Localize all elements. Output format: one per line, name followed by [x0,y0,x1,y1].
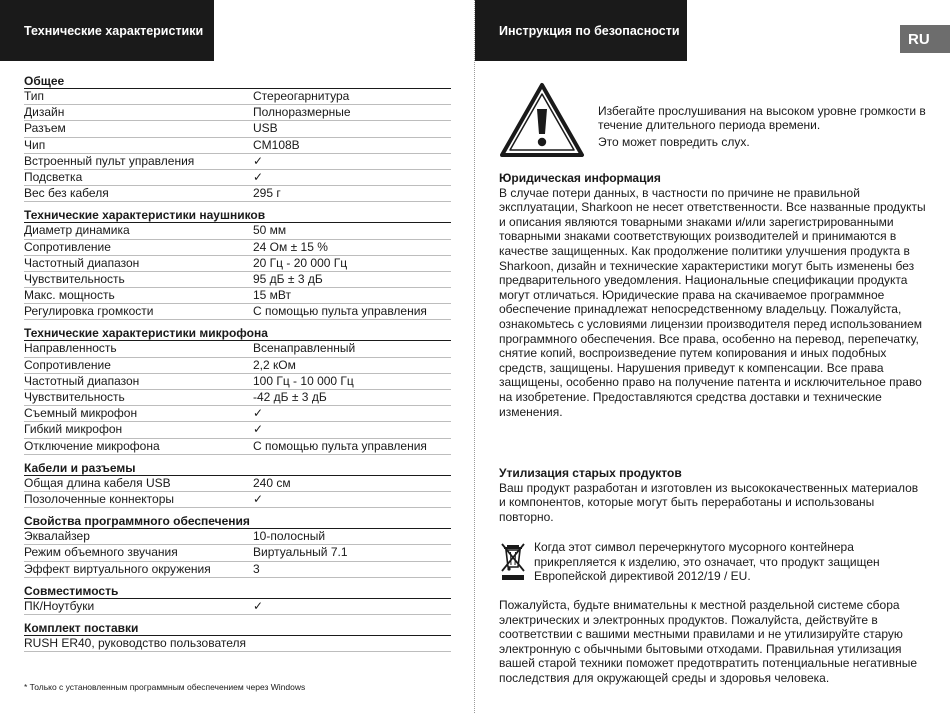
spec-row [24,390,451,406]
spec-row [24,138,451,154]
spec-row [24,492,451,508]
spec-key: Сопротивление [24,357,111,372]
warning-triangle-icon [499,82,585,158]
spec-key: ПК/Ноутбуки [24,598,95,613]
spec-key: Сопротивление [24,239,111,254]
spec-key: Частотный диапазон [24,373,140,388]
checkmark-icon: ✓ [253,491,264,506]
legal-title: Юридическая информация [499,171,661,185]
spec-value: 20 Гц - 20 000 Гц [253,255,348,270]
disposal-closing: Пожалуйста, будьте внимательны к местной раздельной системе сбора электрических и электронных продуктов. Пожалуйста, действуйте в соответствии с вашими местными правилами и не утилизируйте старую электронную с обычными бытовыми отходами. Правильная утилизация вашей старой техники поможет предотвратить потенциальные негативные последствия для окружающей среды и здоровья человека. [499,598,918,685]
checkmark-icon: ✓ [253,406,264,421]
spec-key: Разъем [24,121,66,136]
spec-value: 240 см [253,475,291,490]
warning-line-1: Избегайте прослушивания на высоком уровне громкости в течение длительного периода времени. [598,104,926,132]
spec-value: 10-полосный [253,529,326,544]
spec-key: Диаметр динамика [24,223,130,238]
spec-section [24,584,451,615]
spec-value: С помощью пульта управления [253,304,427,319]
spec-row [24,256,451,272]
spec-value: 2,2 кОм [253,357,296,372]
spec-key: Общая длина кабеля USB [24,475,171,490]
spec-key: Гибкий микрофон [24,422,123,437]
spec-value: Стереогарнитура [253,89,350,103]
warning-text [598,105,926,154]
spec-value: 50 мм [253,223,287,238]
spec-value: 24 Ом ± 15 % [253,239,328,254]
spec-row [24,223,451,239]
spec-value: Всенаправленный [253,341,356,356]
left-page-title: Технические характеристики [24,23,204,38]
spec-section [24,326,451,454]
spec-row [24,406,451,422]
spec-row [24,341,451,357]
spec-value: 3 [253,561,260,576]
spec-row [24,374,451,390]
spec-key: Чип [24,137,46,152]
spec-value: CM108B [253,137,300,152]
spec-key: Эффект виртуального окружения [24,561,211,576]
disposal-section [499,466,927,524]
spec-section-title: Общее [24,74,451,89]
spec-row [24,288,451,304]
spec-key: Позолоченные коннекторы [24,491,175,506]
spec-row [24,89,451,105]
spec-key: Чувствительность [24,271,125,286]
spec-value: USB [253,121,278,136]
spec-value: Виртуальный 7.1 [253,545,348,560]
checkmark-icon: ✓ [253,153,264,168]
spec-section-title: Комплект поставки [24,621,451,636]
spec-section-title: Технические характеристики микрофона [24,326,451,341]
spec-row [24,186,451,202]
spec-row [24,545,451,561]
spec-table [24,74,451,652]
spec-value: С помощью пульта управления [253,438,427,453]
spec-value: Полноразмерные [253,105,351,120]
spec-row [24,240,451,256]
spec-key: Регулировка громкости [24,304,154,319]
right-page-header [475,0,687,61]
spec-row [24,529,451,545]
spec-key: Макс. мощность [24,288,115,303]
spec-key: Эквалайзер [24,529,90,544]
spec-key: Чувствительность [24,390,125,404]
spec-section-title: Технические характеристики наушников [24,208,451,223]
spec-section-title: Кабели и разъемы [24,461,451,476]
spec-row [24,476,451,492]
spec-key: Вес без кабеля [24,186,109,201]
spec-row [24,422,451,438]
spec-key: Режим объемного звучания [24,545,178,560]
spec-key: Подсветка [24,169,83,184]
left-page-header [0,0,214,61]
spec-section [24,461,451,508]
spec-row [24,562,451,578]
spec-key: Встроенный пульт управления [24,153,195,168]
spec-row [24,599,451,615]
page-divider [474,0,475,713]
spec-row [24,636,451,652]
checkmark-icon: ✓ [253,422,264,437]
disposal-body: Ваш продукт разработан и изготовлен из высококачественных материалов и компонентов, которые могут быть переработаны и использованы повторно. [499,480,919,524]
spec-key: Отключение микрофона [24,438,160,453]
spec-value: 100 Гц - 10 000 Гц [253,373,354,388]
spec-section [24,208,451,320]
spec-section [24,621,451,652]
disposal-title: Утилизация старых продуктов [499,466,682,480]
warning-line-2: Это может повредить слух. [598,135,750,149]
spec-section [24,514,451,578]
spec-key: RUSH ER40, руководство пользователя [24,635,247,650]
spec-row [24,154,451,170]
checkmark-icon: ✓ [253,169,264,184]
spec-section-title: Совместимость [24,584,451,599]
checkmark-icon: ✓ [253,598,264,613]
spec-row [24,272,451,288]
legal-section [499,171,927,419]
right-page-title: Инструкция по безопасности [499,23,680,38]
spec-row [24,358,451,374]
crossed-out-bin-icon [501,541,525,581]
spec-row [24,170,451,186]
spec-value: 95 дБ ± 3 дБ [253,271,323,286]
spec-value: 295 г [253,186,281,201]
spec-key: Дизайн [24,105,65,120]
spec-section [24,74,451,202]
spec-key: Частотный диапазон [24,255,140,270]
spec-row [24,121,451,137]
language-badge: RU [900,25,950,53]
spec-row [24,105,451,121]
spec-key: Тип [24,89,45,103]
spec-value [253,636,451,651]
spec-row [24,304,451,320]
weee-text: Когда этот символ перечеркнутого мусорного контейнера прикрепляется к изделию, это означает, что продукт защищен Европейской директивой 2012/19 / EU. [534,540,880,584]
spec-value: -42 дБ ± 3 дБ [253,390,327,404]
footnote: * Только с установленным программным обеспечением через Windows [24,682,306,692]
spec-key: Направленность [24,341,117,356]
spec-section-title: Свойства программного обеспечения [24,514,451,529]
spec-key: Съемный микрофон [24,406,138,421]
spec-value: 15 мВт [253,288,292,303]
spec-row [24,439,451,455]
legal-body: В случае потери данных, в частности по причине не правильной эксплуатации, Sharkoon не несет ответственности. Все названные продукты и описания являются товарными знаками и/или зарегистрированными товарными знаками соответствующих роизводителей и принимаются в качестве защищенных. Как продолжение политики улучшения продукта в Sharkoon, дизайн и технические характеристики могут быть изменены без предварительного уведомления. Национальные спецификации продукта могут отличаться. Юридические права на скачиваемое программное обеспечение принадлежат непосредственному владельцу. Пожалуйста, ознакомьтесь с условиями лицензии производителя перед использованием программного обеспечения. Все права, особенно на перевод, перепечатку, снятие копий, воспроизведение путем копирования и иных подобных средств, защищены. Нарушения приведут к компенсации. Все права защищены, особенно право на получение патента и исключительное право на изобретение. Предоставляются средства доставки и технические изменения. [499,185,926,419]
